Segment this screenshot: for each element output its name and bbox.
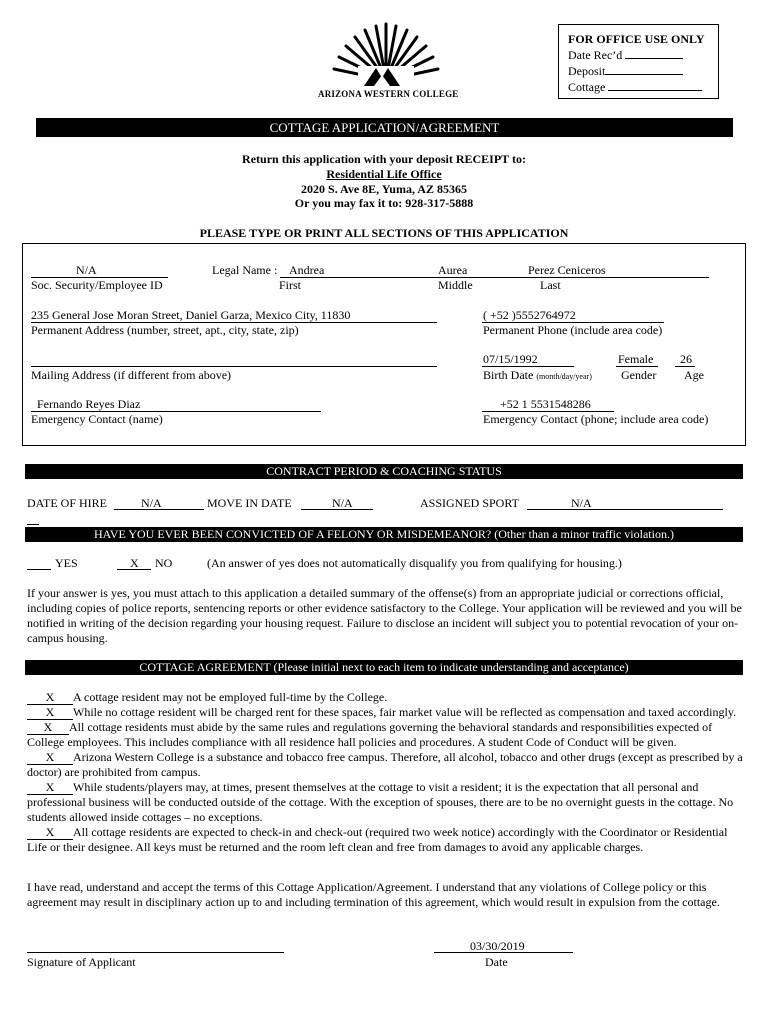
agreement-initial-field[interactable]: X [27, 826, 73, 840]
agreement-items [27, 690, 745, 855]
last-name-value[interactable]: Perez Ceniceros [528, 263, 606, 277]
birth-date-value[interactable]: 07/15/1992 [483, 352, 538, 366]
middle-name-value[interactable]: Aurea [438, 263, 468, 277]
legal-name-line [280, 277, 709, 278]
instructions-line1: Return this application with your deposit RECEIPT to: [242, 152, 526, 166]
office-cottage-label: Cottage [568, 80, 606, 94]
first-name-label: First [279, 278, 302, 292]
agreement-item-text: While students/players may, at times, present themselves at the cottage to visit a resident; it is the expectation that all personal and professional business will be conducted outside of the cottage. With the exception of spouses, there are to be no overnight guests in the cottage. No students allowed inside cottages – no exceptions. [27, 780, 734, 824]
birth-date-label-row [483, 368, 592, 383]
title-bar: COTTAGE APPLICATION/AGREEMENT [36, 118, 733, 137]
hire-continuation-line [27, 524, 39, 525]
mailing-address-line [31, 366, 437, 367]
gender-value[interactable]: Female [618, 352, 654, 366]
middle-name-label: Middle [438, 278, 473, 292]
birth-date-format: (month/day/year) [536, 372, 592, 381]
agreement-initial-field[interactable]: X [27, 751, 73, 765]
move-value[interactable]: N/A [332, 496, 353, 510]
move-label: MOVE IN DATE [207, 496, 292, 510]
agreement-item [27, 780, 745, 825]
sunburst-logo-icon [318, 20, 459, 100]
agreement-initial-field[interactable]: X [27, 721, 69, 735]
felony-bar: HAVE YOU EVER BEEN CONVICTED OF A FELONY OR MISDEMEANOR? (Other than a minor traffic violation.) [25, 527, 743, 542]
hire-label: DATE OF HIRE [27, 496, 107, 510]
instructions-fax: Or you may fax it to: 928-317-5888 [294, 196, 474, 210]
emergency-name-label: Emergency Contact (name) [31, 412, 163, 426]
instructions-print-notice: PLEASE TYPE OR PRINT ALL SECTIONS OF THIS APPLICATION [199, 226, 569, 240]
office-date-row [568, 47, 718, 63]
signature-line[interactable] [27, 952, 284, 953]
agreement-item-text: All cottage residents are expected to check-in and check-out (required two week notice) accordingly with the Coordinator or Residential Life or their designee. All keys must be returned and the room left clean and free from damages to avoid any applicable charges. [27, 825, 728, 854]
emergency-phone-value[interactable]: +52 1 5531548286 [500, 397, 591, 411]
contract-bar: CONTRACT PERIOD & COACHING STATUS [25, 464, 743, 479]
phone-label: Permanent Phone (include area code) [483, 323, 663, 337]
agreement-initial-field[interactable]: X [27, 706, 73, 720]
no-label: NO [155, 556, 173, 570]
legal-name-label: Legal Name : [212, 263, 278, 277]
office-deposit-label: Deposit [568, 64, 606, 78]
felony-note: (An answer of yes does not automatically disqualify you from qualifying for housing.) [207, 556, 622, 570]
agreement-item [27, 720, 745, 750]
college-logo [318, 20, 459, 100]
first-name-value[interactable]: Andrea [289, 263, 325, 277]
hire-value[interactable]: N/A [141, 496, 162, 510]
gender-label: Gender [621, 368, 657, 382]
agreement-item-text: Arizona Western College is a substance and tobacco free campus. Therefore, all alcohol, tobacco and other drugs (except as prescribed by a doctor) are prohibited from campus. [27, 750, 743, 779]
office-cottage-row [568, 79, 718, 95]
instructions-office: Residential Life Office [326, 167, 442, 181]
no-mark[interactable]: X [130, 556, 139, 570]
birth-date-label: Birth Date [483, 368, 534, 382]
office-use-box [558, 24, 719, 99]
office-date-label: Date Rec’d [568, 48, 623, 62]
address-value[interactable]: 235 General Jose Moran Street, Daniel Garza, Mexico City, 11830 [31, 308, 351, 322]
office-deposit-row [568, 63, 718, 79]
yes-line [27, 569, 51, 570]
ssn-value[interactable]: N/A [76, 263, 97, 277]
signature-label: Signature of Applicant [27, 955, 136, 969]
emergency-phone-label: Emergency Contact (phone; include area code) [483, 412, 709, 426]
signature-date-value[interactable]: 03/30/2019 [470, 939, 525, 953]
sport-label: ASSIGNED SPORT [420, 496, 519, 510]
last-name-label: Last [540, 278, 561, 292]
agreement-item-text: All cottage residents must abide by the same rules and regulations governing the behavioral standards and responsibilities expected of College employees. This includes compliance with all residence hall policies and procedures. A student Code of Conduct will be given. [27, 720, 713, 749]
signature-date-label: Date [485, 955, 508, 969]
agreement-item-text: While no cottage resident will be charged rent for these spaces, fair market value will be reflected as compensation and taxed accordingly. [73, 705, 737, 719]
closing-statement: I have read, understand and accept the terms of this Cottage Application/Agreement. I understand that any violations of College policy or this agreement may result in disciplinary action up to and including termination of this agreement, which would result in expulsion from the cottage. [27, 880, 720, 909]
college-name: ARIZONA WESTERN COLLEGE [318, 89, 459, 99]
age-label: Age [684, 368, 704, 382]
sport-value[interactable]: N/A [571, 496, 592, 510]
emergency-name-value[interactable]: Fernando Reyes Diaz [37, 397, 141, 411]
agreement-item [27, 750, 745, 780]
agreement-item-text: A cottage resident may not be employed full-time by the College. [73, 690, 388, 704]
mailing-address-label: Mailing Address (if different from above) [31, 368, 232, 382]
address-label: Permanent Address (number, street, apt., city, state, zip) [31, 323, 299, 337]
age-value[interactable]: 26 [680, 352, 692, 366]
ssn-label: Soc. Security/Employee ID [31, 278, 163, 292]
agreement-item [27, 825, 745, 855]
agreement-initial-field[interactable]: X [27, 781, 73, 795]
sport-line [527, 509, 723, 510]
office-use-title: FOR OFFICE USE ONLY [568, 32, 705, 46]
agreement-item [27, 705, 745, 720]
agreement-bar: COTTAGE AGREEMENT (Please initial next to each item to indicate understanding and acceptance) [25, 660, 743, 675]
agreement-item [27, 690, 745, 705]
agreement-initial-field[interactable]: X [27, 691, 73, 705]
yes-label: YES [55, 556, 78, 570]
instructions-address: 2020 S. Ave 8E, Yuma, AZ 85365 [301, 182, 467, 196]
phone-value[interactable]: ( +52 )5552764972 [483, 308, 576, 322]
felony-paragraph: If your answer is yes, you must attach to this application a detailed summary of the offense(s) from an appropriate judicial or corrections official, including copies of police reports, sentencing reports or other evidence satisfactory to the College. Your application will be reviewed and you will be notified in writing of the decision regarding your housing request. Failure to disclose an incident will subject you to potential revocation of your on-campus housing. [27, 586, 742, 645]
